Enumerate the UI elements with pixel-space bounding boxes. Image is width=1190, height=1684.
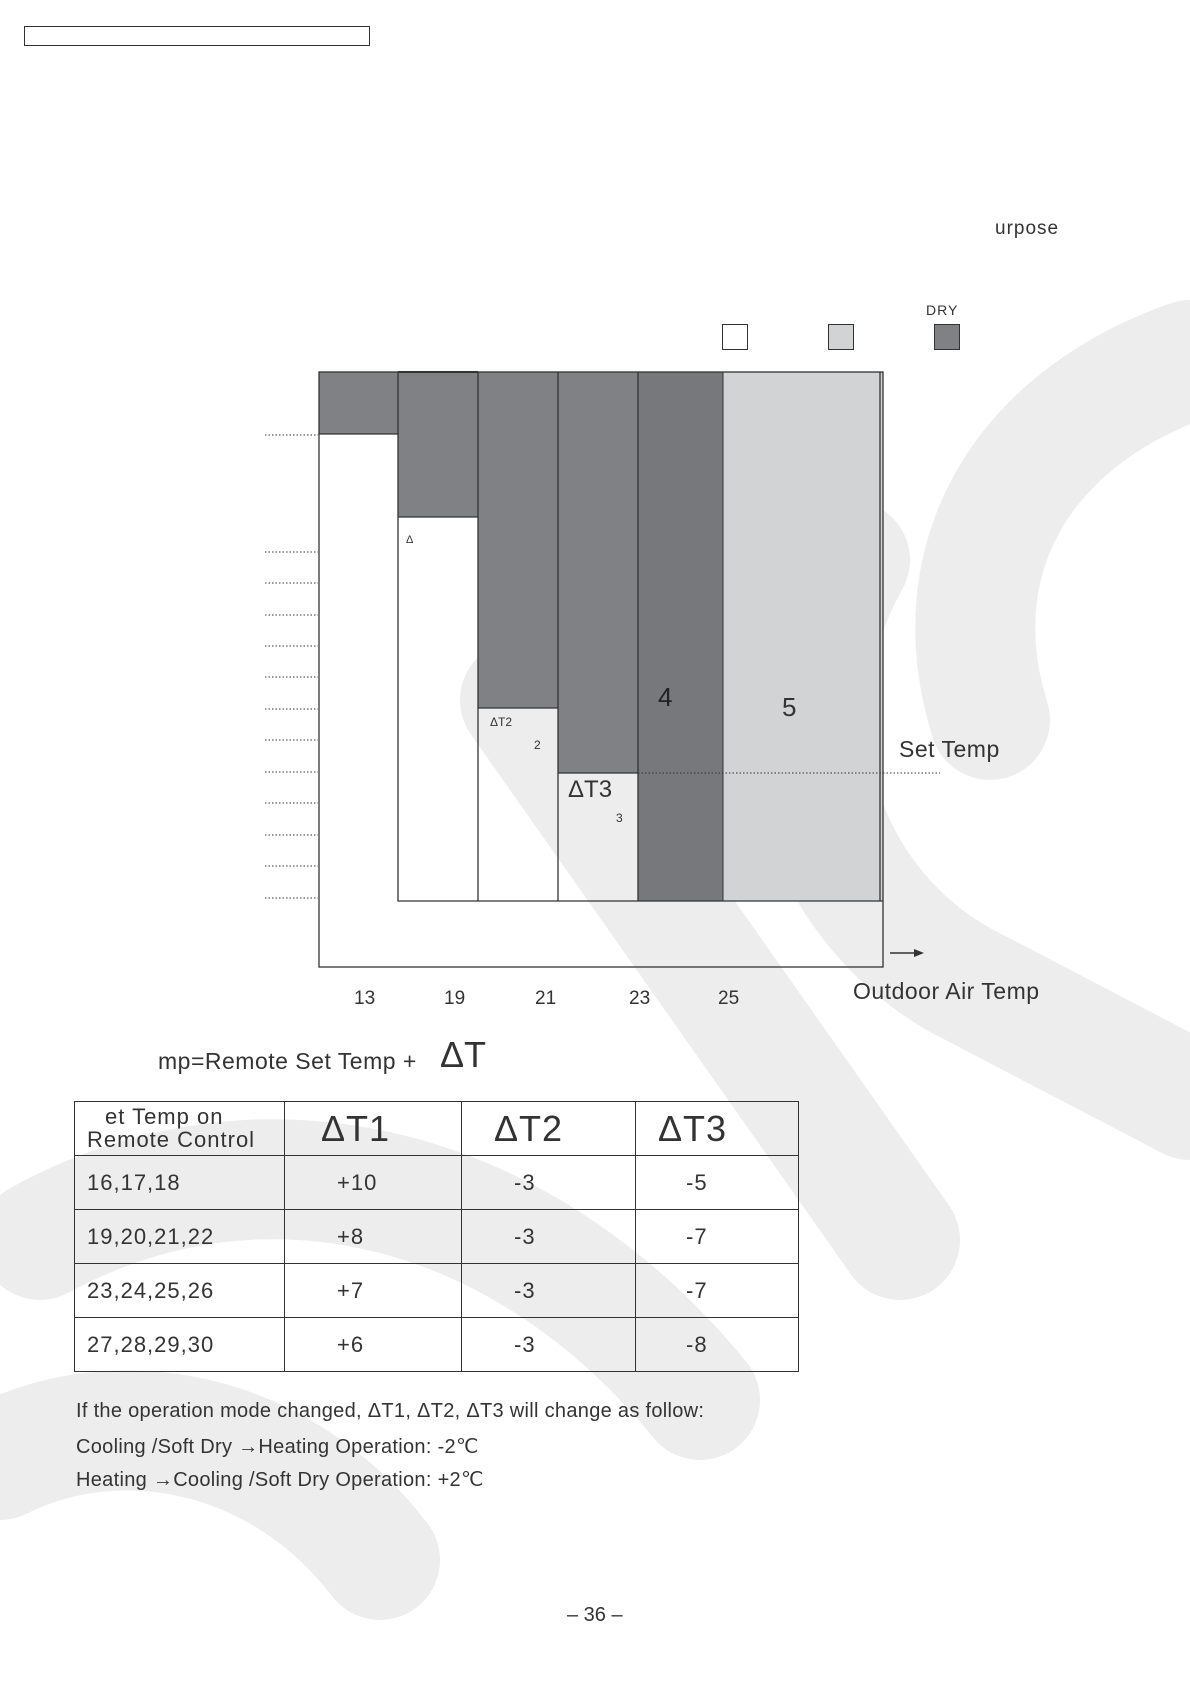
table-cell: -7 [636, 1210, 799, 1264]
x-tick: 21 [535, 988, 557, 1009]
table-cell: -8 [636, 1318, 799, 1372]
table-row [75, 1264, 799, 1318]
zone-label-dt3-sub: 3 [616, 811, 623, 825]
x-tick: 19 [444, 988, 466, 1009]
zone-label-dt2-sub: 2 [534, 738, 541, 752]
zone-label-dt2: ΔT2 [490, 715, 513, 729]
table-cell: -3 [462, 1318, 636, 1372]
table-cell: +10 [285, 1156, 462, 1210]
table-cell: 16,17,18 [75, 1156, 285, 1210]
formula-text: mp=Remote Set Temp + [158, 1048, 417, 1074]
table-cell: 23,24,25,26 [75, 1264, 285, 1318]
table-cell: 27,28,29,30 [75, 1318, 285, 1372]
table-header-line-2: Remote Control [87, 1126, 256, 1152]
table-row [75, 1156, 799, 1210]
table-cell: +6 [285, 1318, 462, 1372]
formula-symbol: ΔT [440, 1034, 487, 1075]
dry-zone-2 [398, 372, 478, 517]
page-number: – 36 – [567, 1604, 623, 1626]
table-cell: 19,20,21,22 [75, 1210, 285, 1264]
table-cell: -3 [462, 1264, 636, 1318]
zone-label-5: 5 [782, 692, 797, 722]
dry-zone-4 [558, 372, 638, 773]
table-header-cell: ΔT2 [462, 1102, 636, 1156]
note-line: If the operation mode changed, ΔT1, ΔT2, ΔT3 will change as follow: [76, 1400, 705, 1422]
light-zone [723, 372, 883, 901]
table-header-line-1: et Temp on [105, 1103, 224, 1129]
x-tick: 25 [718, 988, 740, 1009]
table-cell: -3 [462, 1156, 636, 1210]
note-line: Heating →Cooling /Soft Dry Operation: +2℃ [76, 1469, 484, 1491]
dry-zone-3 [478, 372, 558, 708]
table-header-cell [75, 1102, 285, 1156]
table-header-cell: ΔT3 [636, 1102, 799, 1156]
table-cell: -5 [636, 1156, 799, 1210]
x-axis-label: Outdoor Air Temp [853, 978, 1040, 1004]
set-temp-label: Set Temp [899, 736, 1000, 762]
dry-zone-1 [319, 372, 398, 434]
dry-zone-5 [638, 372, 723, 901]
x-tick: 23 [629, 988, 651, 1009]
table-cell: +8 [285, 1210, 462, 1264]
table-row [75, 1318, 799, 1372]
note-line: Cooling /Soft Dry →Heating Operation: -2℃ [76, 1436, 479, 1458]
zone-label-dt1: Δ [406, 534, 414, 546]
purpose-text: urpose [995, 218, 1060, 239]
table-header-cell: ΔT1 [285, 1102, 462, 1156]
table-header-row [75, 1102, 799, 1156]
table-cell: -7 [636, 1264, 799, 1318]
table-cell: +7 [285, 1264, 462, 1318]
zone-label-4: 4 [658, 682, 673, 712]
x-tick: 13 [354, 988, 376, 1009]
delta-table [74, 1101, 799, 1372]
table-cell: -3 [462, 1210, 636, 1264]
table-row [75, 1210, 799, 1264]
legend-label-dry: DRY [926, 302, 959, 318]
zone-label-dt3: ΔT3 [568, 776, 613, 803]
